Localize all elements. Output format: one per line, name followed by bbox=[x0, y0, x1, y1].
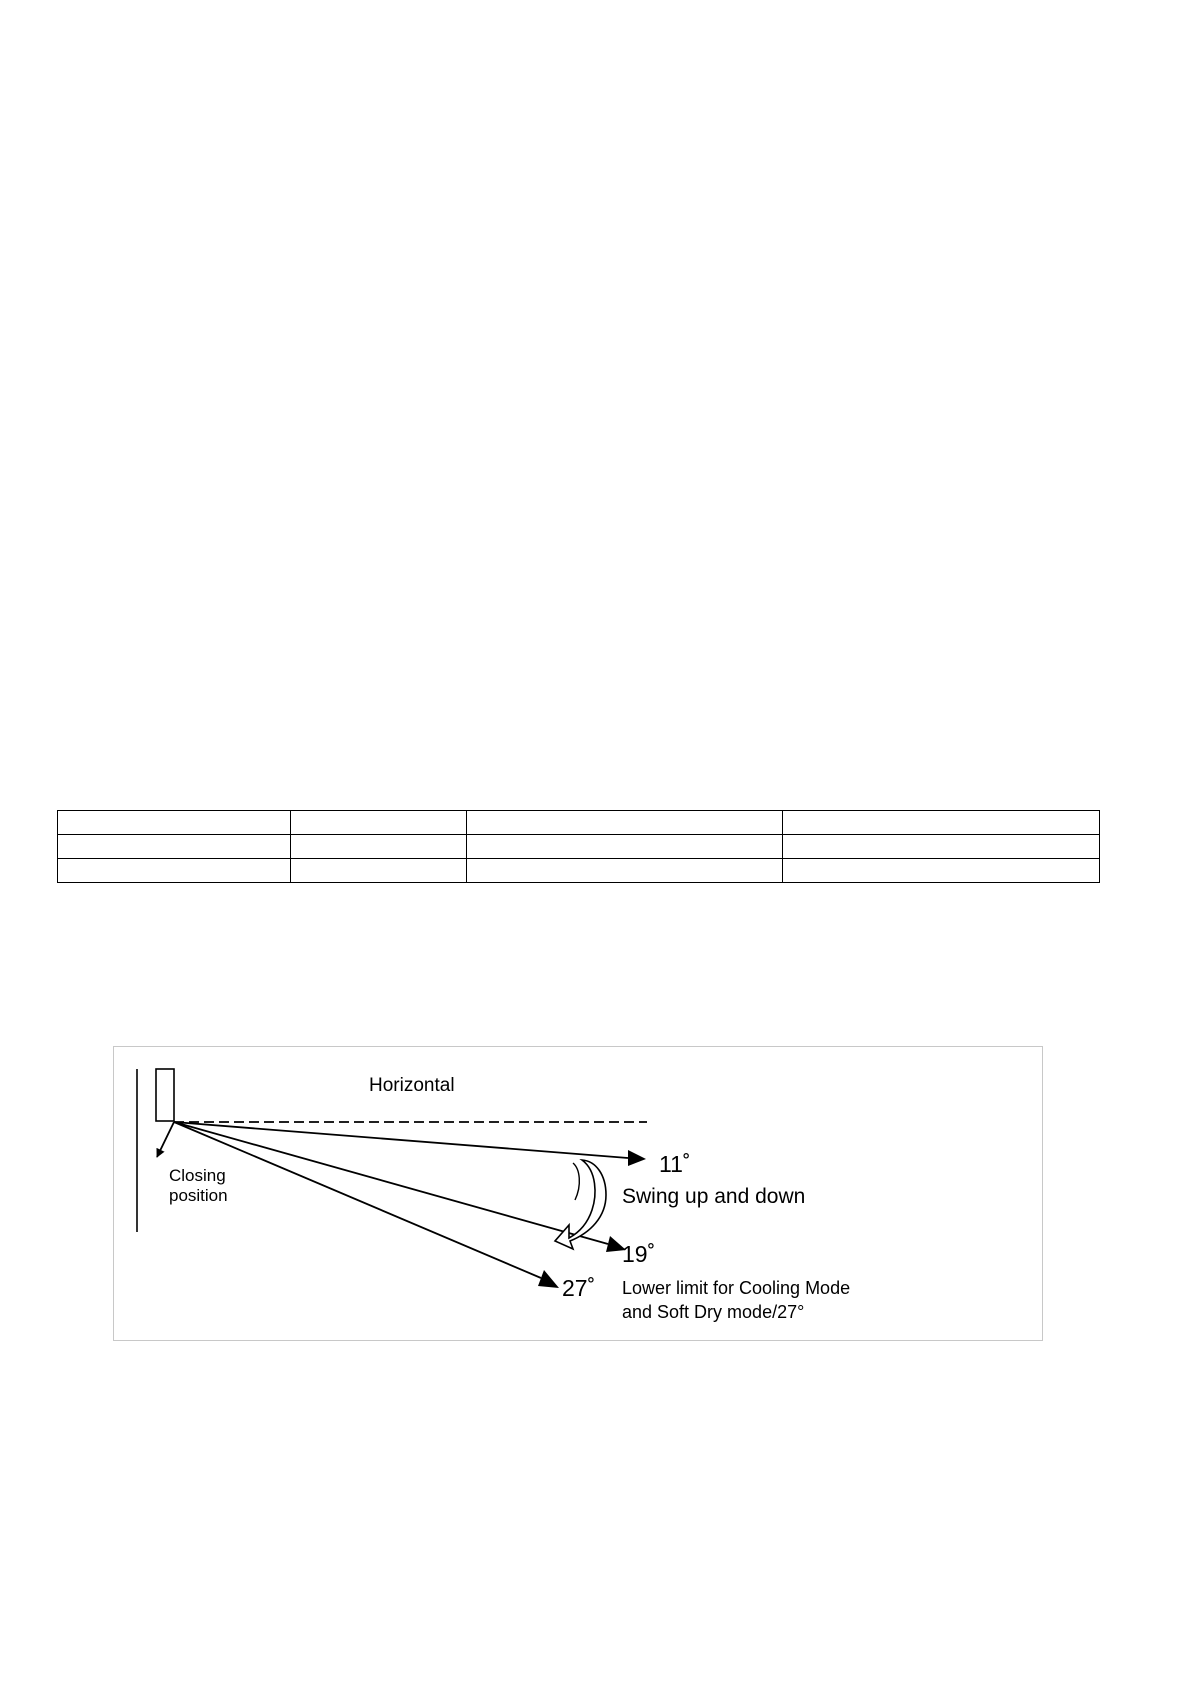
swing-curved-arrow bbox=[555, 1160, 606, 1249]
table-cell bbox=[783, 811, 1100, 835]
closing-position-label bbox=[169, 1166, 228, 1205]
swing-label: Swing up and down bbox=[622, 1185, 806, 1208]
table-cell bbox=[783, 859, 1100, 883]
angle-11-label: 11˚ bbox=[659, 1151, 691, 1177]
swing-inner-curve bbox=[573, 1163, 579, 1200]
arrowhead-27 bbox=[538, 1270, 559, 1288]
closing-label-line2: position bbox=[169, 1185, 228, 1205]
table-row bbox=[58, 835, 1100, 859]
table-cell bbox=[291, 811, 467, 835]
table-cell bbox=[58, 811, 291, 835]
table-cell bbox=[58, 835, 291, 859]
angle-27-label: 27˚ bbox=[562, 1275, 596, 1301]
louver-swing-diagram bbox=[113, 1046, 1043, 1341]
table-cell bbox=[467, 859, 783, 883]
angle-19-label: 19˚ bbox=[622, 1241, 656, 1267]
closing-label-line1: Closing bbox=[169, 1166, 226, 1185]
empty-table bbox=[57, 810, 1100, 883]
table-cell bbox=[58, 859, 291, 883]
table-cell bbox=[467, 811, 783, 835]
arrowhead-11 bbox=[628, 1150, 646, 1166]
arrow-11-degree bbox=[174, 1122, 628, 1158]
table-cell bbox=[783, 835, 1100, 859]
table-cell bbox=[467, 835, 783, 859]
lower-limit-label bbox=[622, 1276, 850, 1324]
arrow-27-degree bbox=[174, 1122, 541, 1278]
lower-limit-line2: and Soft Dry mode/27° bbox=[622, 1302, 805, 1322]
table-row bbox=[58, 859, 1100, 883]
table-cell bbox=[291, 859, 467, 883]
louver-rect bbox=[156, 1069, 174, 1121]
arrow-19-degree bbox=[174, 1122, 608, 1244]
table-row bbox=[58, 811, 1100, 835]
table-cell bbox=[291, 835, 467, 859]
lower-limit-line1: Lower limit for Cooling Mode bbox=[622, 1278, 851, 1298]
horizontal-label: Horizontal bbox=[369, 1075, 455, 1096]
closing-position-arrow bbox=[157, 1122, 174, 1157]
